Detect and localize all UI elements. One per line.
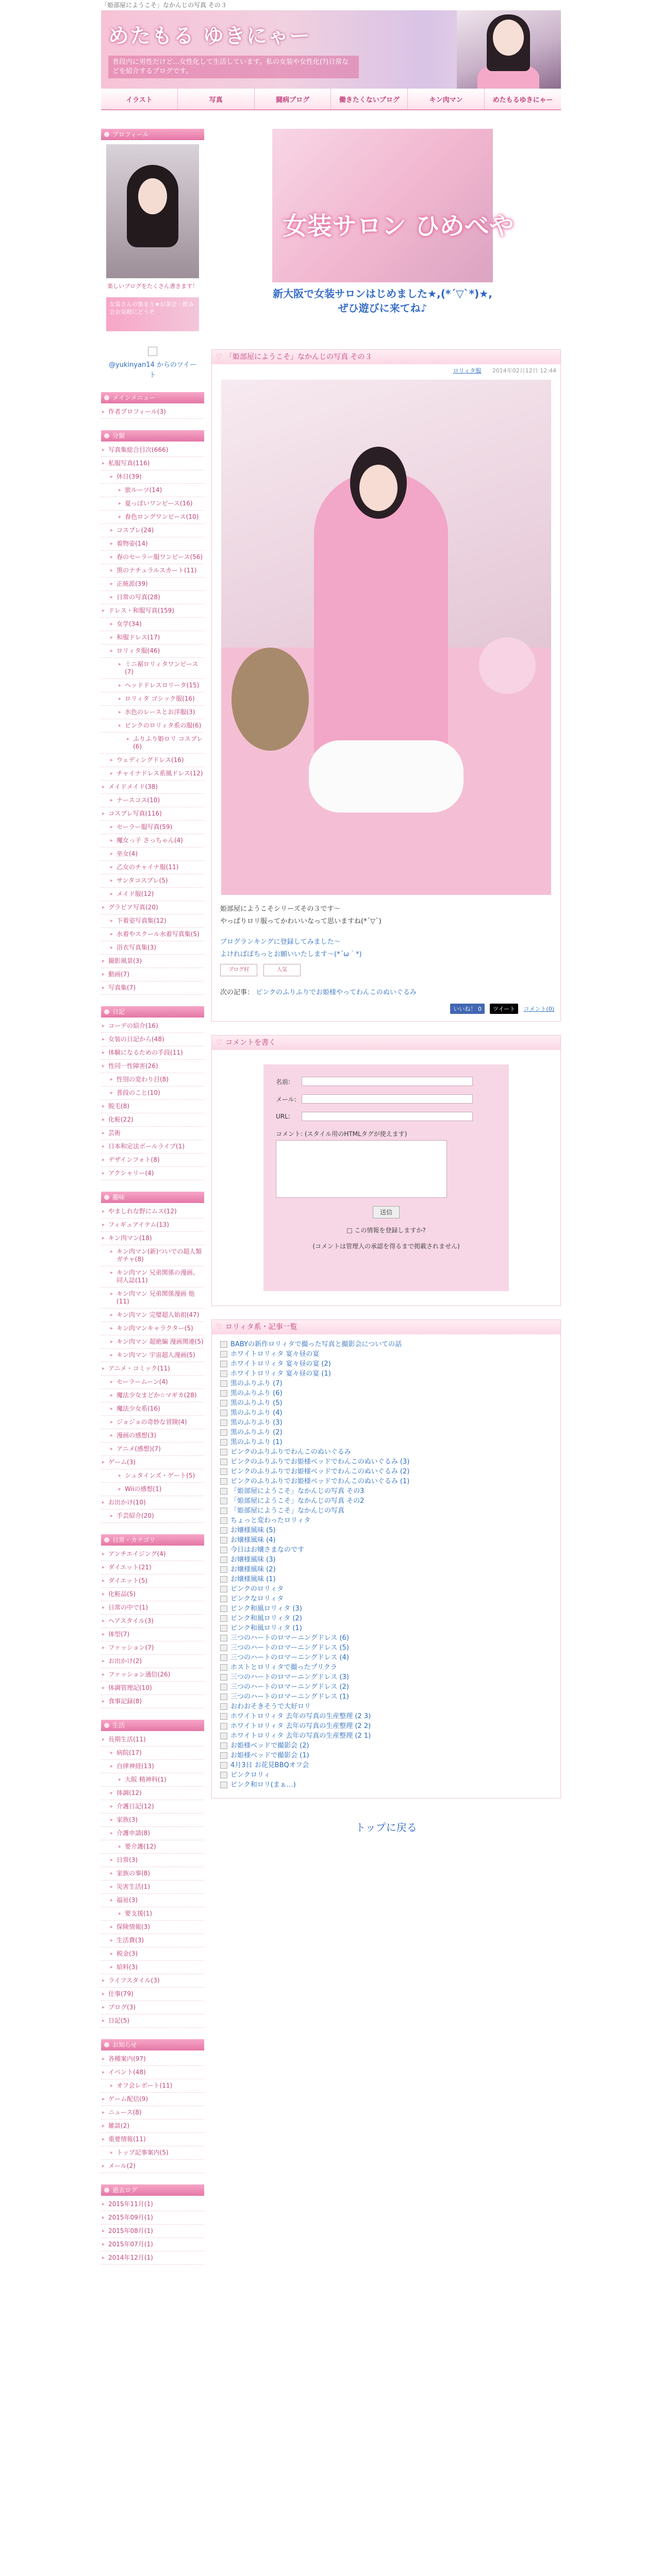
category-entry-link[interactable]: ピンクロリィ bbox=[219, 1770, 553, 1780]
sidebar-link[interactable]: ▸ 体調(12) bbox=[101, 1787, 204, 1800]
sidebar-link[interactable]: ▸ キン肉マン 兄弟関係の漫画、同人誌(11) bbox=[101, 1266, 204, 1287]
sidebar-link[interactable]: ▸ オフ会レポート(11) bbox=[101, 2079, 204, 2093]
entry-meta bbox=[212, 364, 560, 377]
sidebar-link[interactable]: ▸ アンチエイジング(4) bbox=[101, 1548, 204, 1561]
sidebar-link[interactable]: ▸ ドレス・和服写真(159) bbox=[101, 604, 204, 618]
sidebar-link[interactable]: ▸ やましれな野にムス(12) bbox=[101, 1205, 204, 1218]
sidebar-link[interactable]: ▸ 2015年07月(1) bbox=[101, 2238, 204, 2251]
sidebar-link[interactable]: ▸ 漫画の感想(3) bbox=[101, 1429, 204, 1443]
sidebar-section-title: 生活 bbox=[101, 1720, 204, 1731]
salon-subtitle: 新大阪で女装サロンはじめました★,(*´▽`*)★, bbox=[273, 287, 492, 300]
category-entry-link[interactable]: ピンク和ロリ(まぁ…) bbox=[219, 1780, 553, 1790]
comment-form-body bbox=[263, 1064, 509, 1291]
ranking-text[interactable]: よければぽちっとお願いいたします～(*´ω｀*) bbox=[220, 951, 362, 958]
sidebar-link[interactable]: ▸ ジョジョの奇妙な冒険(4) bbox=[101, 1416, 204, 1429]
sidebar-link[interactable]: ▸ ナースコス(10) bbox=[101, 794, 204, 807]
sidebar-link[interactable]: ▸ 生活費(3) bbox=[101, 1934, 204, 1947]
category-entry-link[interactable]: ピンク和風ロリィタ (1) bbox=[219, 1623, 553, 1633]
sidebar-link[interactable]: ▸ 写真集総合目次(666) bbox=[101, 444, 204, 457]
sidebar-list bbox=[101, 2196, 204, 2265]
sidebar-section bbox=[101, 2184, 204, 2265]
category-entry-link[interactable]: ちょっと変わったロリィタ bbox=[219, 1516, 553, 1526]
header-photo bbox=[457, 10, 561, 89]
url-row bbox=[276, 1112, 496, 1121]
sidebar-link[interactable]: ▸ 下着姿写真集(12) bbox=[101, 914, 204, 928]
sidebar-link[interactable]: ▸ 水色のレースとお洋服(3) bbox=[101, 706, 204, 719]
photo-cushion bbox=[479, 637, 536, 694]
sidebar-link[interactable]: ▸ 魔法少女系(16) bbox=[101, 1402, 204, 1416]
entry-photo[interactable] bbox=[221, 380, 551, 895]
sidebar-link[interactable]: ▸ 災害生活(1) bbox=[101, 1880, 204, 1894]
sidebar-link[interactable]: ▸ 撮影風景(3) bbox=[101, 955, 204, 968]
sidebar-link[interactable]: ▸ セーラー服写真(59) bbox=[101, 821, 204, 834]
page-title-line: 「姫部屋にようこそ」なかんじの写真 その３ bbox=[101, 2, 227, 9]
sidebar-link[interactable]: ▸ 要支援(1) bbox=[101, 1907, 204, 1921]
category-entry-link[interactable]: ピンクのふりふりでわんこのぬいぐるみ bbox=[219, 1447, 553, 1457]
sidebar-link[interactable]: ▸ サンタコスプレ(5) bbox=[101, 874, 204, 888]
category-list bbox=[212, 1334, 560, 1798]
photo-face bbox=[359, 465, 398, 511]
sidebar-list bbox=[101, 1203, 204, 1523]
sidebar-list bbox=[101, 1018, 204, 1180]
sidebar-link[interactable]: ▸ ダイエット(21) bbox=[101, 1561, 204, 1574]
sidebar-link[interactable]: ▸ 魔法少女まどか☆マギカ(28) bbox=[101, 1389, 204, 1402]
category-entry-link[interactable]: お嬢様風味 (2) bbox=[219, 1565, 553, 1574]
photo-teddy-bear bbox=[231, 648, 309, 751]
ranking-buttons bbox=[212, 962, 560, 981]
sidebar-sections bbox=[101, 392, 204, 2265]
sidebar-link[interactable]: ▸ 各種案内(97) bbox=[101, 2053, 204, 2066]
twitter-link[interactable]: @yukinyan14 からのツイート bbox=[109, 361, 196, 379]
sidebar-link[interactable]: ▸ Wiiの感想(1) bbox=[101, 1483, 204, 1496]
sidebar-link[interactable]: ▸ 性別の変わり目(8) bbox=[101, 1073, 204, 1087]
entry-paragraph: 姫部屋にようこそシリーズその３です～ bbox=[220, 905, 341, 913]
sidebar-link[interactable]: ▸ 体験になるための手段(11) bbox=[101, 1046, 204, 1060]
approval-note: (コメントは管理人の承認を得るまで掲載されません) bbox=[312, 1243, 460, 1250]
sidebar-list bbox=[101, 1731, 204, 2028]
entry-paragraph: やっぱりロリ服ってかわいいなって思いますね(*´▽`) bbox=[220, 918, 382, 925]
nav-no-work-blog[interactable]: 働きたくないブログ bbox=[331, 89, 408, 109]
mail-field[interactable] bbox=[302, 1094, 473, 1104]
category-entry-link[interactable]: ホワイトロリィタ 宴々昼の宴 (1) bbox=[219, 1369, 553, 1379]
category-entry-link[interactable]: 黒のふりふり (4) bbox=[219, 1408, 553, 1418]
category-entry-link[interactable]: ピンクのふりふりでお姫様ベッドでわんこのぬいぐるみ (3) bbox=[219, 1457, 553, 1467]
sidebar-link[interactable]: ▸ 日常の中で(1) bbox=[101, 1601, 204, 1615]
sidebar-section-title: 過去ログ bbox=[101, 2184, 204, 2196]
blog-header[interactable] bbox=[101, 10, 561, 89]
name-field[interactable] bbox=[302, 1077, 473, 1086]
sidebar-link[interactable]: ▸ コーデの紹介(16) bbox=[101, 1020, 204, 1033]
sidebar-link[interactable]: ▸ 日常(3) bbox=[101, 1854, 204, 1867]
sidebar-list bbox=[101, 2050, 204, 2173]
facebook-like-button[interactable]: いいね！ 0 bbox=[450, 1004, 485, 1014]
category-entry-list bbox=[211, 1319, 561, 1799]
ranking-button-blogmura[interactable]: ブログ村 bbox=[220, 964, 257, 976]
comment-label: コメント: (スタイル用のHTMLタグが使えます) bbox=[276, 1130, 407, 1138]
sidebar-link[interactable]: ▸ 雑談(2) bbox=[101, 2120, 204, 2133]
category-entry-link[interactable]: ホワイトロリィタ 去年の写真の生産整理 (2 2) bbox=[219, 1721, 553, 1731]
profile-head: プロフィール bbox=[101, 129, 204, 140]
sidebar-link[interactable]: ▸ 2015年09月(1) bbox=[101, 2211, 204, 2225]
sidebar-link[interactable]: ▸ アニメ・コミック(11) bbox=[101, 1362, 204, 1376]
category-entry-link[interactable]: 今日はお嬢さまなのです bbox=[219, 1545, 553, 1555]
sidebar-link[interactable]: ▸ ウェディングドレス(16) bbox=[101, 754, 204, 767]
main-column bbox=[211, 129, 561, 1834]
sidebar-link[interactable]: ▸ 黒のナチュラルスカート(11) bbox=[101, 564, 204, 578]
sidebar-list bbox=[101, 403, 204, 419]
sidebar-link[interactable]: ▸ 家族の事(8) bbox=[101, 1867, 204, 1880]
sidebar-link[interactable]: ▸ ミニ裾ロリィタワンピース(7) bbox=[101, 658, 204, 679]
nav-kinnikuman[interactable]: キン肉マン bbox=[408, 89, 485, 109]
sidebar-section-title: 趣味 bbox=[101, 1192, 204, 1203]
sidebar-link[interactable]: ▸ 要介護(12) bbox=[101, 1840, 204, 1854]
sidebar-link[interactable]: ▸ 春のセーラー服ワンピース(56) bbox=[101, 551, 204, 564]
sidebar-section bbox=[101, 430, 204, 995]
comment-form bbox=[211, 1035, 561, 1306]
sidebar-link[interactable]: ▸ 長期生活(11) bbox=[101, 1733, 204, 1747]
entry-category-link[interactable]: ロリィタ服 bbox=[453, 367, 482, 374]
sidebar-link[interactable]: ▸ 2015年11月(1) bbox=[101, 2198, 204, 2211]
sidebar-section-title: お知らせ bbox=[101, 2039, 204, 2050]
sidebar-section-title: 分類 bbox=[101, 430, 204, 442]
name-row bbox=[276, 1077, 496, 1086]
sidebar-section-title: メインメニュー bbox=[101, 392, 204, 403]
sidebar-link[interactable]: ▸ トップ記事案内(5) bbox=[101, 2146, 204, 2160]
sidebar-link[interactable]: ▸ セーラームーン(4) bbox=[101, 1376, 204, 1389]
sidebar-link[interactable]: ▸ 2014年12月(1) bbox=[101, 2251, 204, 2265]
sidebar-link[interactable]: ▸ メイド服(12) bbox=[101, 888, 204, 901]
category-entry-link[interactable]: ピンク和風ロリィタ (2) bbox=[219, 1614, 553, 1623]
sidebar-link[interactable]: ▸ 介護日記(12) bbox=[101, 1800, 204, 1814]
sidebar-link[interactable]: ▸ グラビア写真(20) bbox=[101, 901, 204, 914]
sidebar-link[interactable]: ▸ ふりふり姫ロリ コスプレ(6) bbox=[101, 733, 204, 754]
social-buttons bbox=[212, 1004, 560, 1021]
category-entry-link[interactable]: お姫様ベッドで撮影会 (2) bbox=[219, 1741, 553, 1751]
sidebar-link[interactable]: ▸ ロリィタ ゴシック服(16) bbox=[101, 692, 204, 706]
sidebar-link[interactable]: ▸ 化粧(22) bbox=[101, 1113, 204, 1127]
sidebar-link[interactable]: ▸ 正統派(39) bbox=[101, 578, 204, 591]
comment-textarea[interactable] bbox=[276, 1140, 447, 1198]
sidebar-link[interactable]: ▸ 乙女のチャイナ服(11) bbox=[101, 861, 204, 874]
sidebar-link[interactable]: ▸ 作者プロフィール(3) bbox=[101, 405, 204, 419]
category-entry-link[interactable]: 三つのハートのロマーニングドレス (2) bbox=[219, 1682, 553, 1692]
sidebar-link[interactable]: ▸ 魔女っ子 さっちゃん(4) bbox=[101, 834, 204, 848]
sidebar-section bbox=[101, 392, 204, 419]
nav-photo[interactable]: 写真 bbox=[178, 89, 255, 109]
category-entry-link[interactable]: 黒のふりふり (6) bbox=[219, 1388, 553, 1398]
sidebar-link[interactable]: ▸ ゲーム配信(9) bbox=[101, 2093, 204, 2106]
global-nav bbox=[101, 89, 561, 110]
category-entry-link[interactable]: ホワイトロリィタ 宴々昼の宴 bbox=[219, 1349, 553, 1359]
sidebar-section-title: 日常・カテゴリ bbox=[101, 1534, 204, 1546]
header-photo-face bbox=[493, 20, 524, 56]
sidebar-link[interactable]: ▸ コスプレ(24) bbox=[101, 524, 204, 537]
category-entry-link[interactable]: 三つのハートのロマーニングドレス (1) bbox=[219, 1692, 553, 1702]
nav-illust[interactable]: イラスト bbox=[101, 89, 178, 109]
sidebar-link[interactable]: ▸ アニメ(感想)(7) bbox=[101, 1443, 204, 1456]
save-info-checkbox-label[interactable]: □ この情報を登録しますか? bbox=[346, 1227, 426, 1234]
sidebar-link[interactable]: ▸ 芸術 bbox=[101, 1127, 204, 1140]
sidebar-section bbox=[101, 1192, 204, 1523]
sidebar-link[interactable]: ▸ ファッション通信(26) bbox=[101, 1668, 204, 1682]
offkai-banner[interactable]: 女装さんの集まり★お茶会・飲み会お気軽にどうぞ bbox=[106, 297, 199, 331]
back-to-top-link[interactable]: トップに戻る bbox=[355, 1821, 417, 1834]
next-entry-link[interactable]: ピンクのふりふりでお姫様やってわんこのぬいぐるみ bbox=[256, 989, 417, 996]
sidebar-link[interactable]: ▸ 脱毛(8) bbox=[101, 1100, 204, 1113]
sidebar-link[interactable]: ▸ ピンクのロリィタ系の服(6) bbox=[101, 719, 204, 733]
sidebar-link[interactable]: ▸ 女装の日記から(48) bbox=[101, 1033, 204, 1046]
profile-image[interactable] bbox=[106, 144, 199, 278]
sidebar-link[interactable]: ▸ キン肉マン(18) bbox=[101, 1232, 204, 1245]
sidebar-link[interactable]: ▸ 自律神経(13) bbox=[101, 1760, 204, 1773]
sidebar-link[interactable]: ▸ ライフスタイル(3) bbox=[101, 1974, 204, 1988]
sidebar-link[interactable]: ▸ 着物姿(14) bbox=[101, 537, 204, 551]
sidebar-link[interactable]: ▸ チャイナドレス系風ドレス(12) bbox=[101, 767, 204, 781]
photo-legs bbox=[309, 740, 464, 812]
salon-title: 女装サロン ひめべや bbox=[283, 212, 514, 241]
profile-caption: 楽しいブログをたくさん書きます！ bbox=[107, 283, 198, 290]
sidebar-link[interactable]: ▸ 動画(7) bbox=[101, 968, 204, 981]
blog-entry bbox=[211, 349, 561, 1022]
sidebar-link[interactable]: ▸ コスプレ写真(116) bbox=[101, 807, 204, 821]
sidebar-link[interactable]: ▸ 性同一性障害(26) bbox=[101, 1060, 204, 1073]
sidebar-link[interactable]: ▸ 女学(34) bbox=[101, 618, 204, 631]
sidebar-link[interactable]: ▸ 手芸紹介(20) bbox=[101, 1510, 204, 1523]
sidebar-section bbox=[101, 1720, 204, 2028]
sidebar-link[interactable]: ▸ キン肉マン 宇宙超人漫画(5) bbox=[101, 1349, 204, 1362]
category-entry-link[interactable]: 三つのハートのロマーニングドレス (3) bbox=[219, 1672, 553, 1682]
sidebar-link[interactable]: ▸ 食事記録(8) bbox=[101, 1695, 204, 1708]
category-entry-link[interactable]: 三つのハートのロマーニングドレス (5) bbox=[219, 1643, 553, 1653]
sidebar-link[interactable]: ▸ 福祉(3) bbox=[101, 1894, 204, 1907]
sidebar-link[interactable]: ▸ キン肉マン 兄弟関係漫画 他(11) bbox=[101, 1287, 204, 1309]
category-entry-link[interactable]: 黒のふりふり (2) bbox=[219, 1428, 553, 1437]
sidebar-link[interactable]: ▸ ヘッドドレスロリータ(15) bbox=[101, 679, 204, 692]
sidebar-link[interactable]: ▸ ゲーム(3) bbox=[101, 1456, 204, 1469]
blog-logo[interactable]: めたもる ゆきにゃー bbox=[108, 24, 311, 48]
sidebar-link[interactable]: ▸ 給料(3) bbox=[101, 1961, 204, 1974]
sidebar-link[interactable]: ▸ シュタインズ・ゲート(5) bbox=[101, 1469, 204, 1483]
profile-image-face bbox=[138, 178, 167, 214]
name-label: 名前: bbox=[276, 1078, 291, 1086]
sidebar-link[interactable]: ▸ メール(2) bbox=[101, 2160, 204, 2173]
sidebar-link[interactable]: ▸ ニュース(8) bbox=[101, 2106, 204, 2120]
sidebar-section-title: 日記 bbox=[101, 1006, 204, 1018]
sidebar-link[interactable]: ▸ ロリィタ服(46) bbox=[101, 645, 204, 658]
category-entry-link[interactable]: お嬢様風味 (4) bbox=[219, 1535, 553, 1545]
category-entry-link[interactable]: 黒のふりふり (3) bbox=[219, 1418, 553, 1428]
sidebar-link[interactable]: ▸ 休日(39) bbox=[101, 470, 204, 484]
sidebar-link[interactable]: ▸ フィギュアイテム(13) bbox=[101, 1218, 204, 1232]
sidebar-section bbox=[101, 1534, 204, 1708]
nav-illness-blog[interactable]: 闘病ブログ bbox=[255, 89, 332, 109]
category-entry-link[interactable]: 三つのハートのロマーニングドレス (4) bbox=[219, 1653, 553, 1663]
category-entry-link[interactable]: ピンク和風ロリィタ (3) bbox=[219, 1604, 553, 1614]
comment-link[interactable]: コメント(0) bbox=[523, 1006, 554, 1012]
sidebar-link[interactable]: ▸ アクシャリー(4) bbox=[101, 1167, 204, 1180]
category-entry-link[interactable]: おわおそきそうで大好ロリ bbox=[219, 1702, 553, 1711]
category-entry-link[interactable]: ホワイトロリィタ 宴々昼の宴 (2) bbox=[219, 1359, 553, 1369]
salon-banner-image[interactable] bbox=[272, 129, 493, 282]
sidebar-link[interactable]: ▸ 水着やスクール水着写真集(5) bbox=[101, 928, 204, 941]
sidebar-link[interactable]: ▸ ダイエット(5) bbox=[101, 1574, 204, 1588]
comment-form-title: ♡ コメントを書く bbox=[212, 1036, 560, 1050]
sidebar-link[interactable]: ▸ 写真集(7) bbox=[101, 981, 204, 995]
sidebar-link[interactable]: ▸ ブログ(3) bbox=[101, 2001, 204, 2014]
url-label: URL: bbox=[276, 1113, 290, 1120]
sidebar-link[interactable]: ▸ キン肉マン(新)ついでの超人類ガチャ(8) bbox=[101, 1245, 204, 1266]
blog-container bbox=[101, 0, 561, 2576]
sidebar-link[interactable]: ▸ 大阪 精神科(1) bbox=[101, 1773, 204, 1787]
profile-box bbox=[101, 129, 204, 381]
sidebar-link[interactable]: ▸ キン肉マンキャラクター(5) bbox=[101, 1322, 204, 1335]
tweet-button[interactable]: ツイート bbox=[490, 1004, 518, 1014]
sidebar-link[interactable]: ▸ 浴衣写真集(3) bbox=[101, 941, 204, 955]
sidebar-link[interactable]: ▸ お出かけ(10) bbox=[101, 1496, 204, 1510]
sidebar-link[interactable]: ▸ 介護申請(8) bbox=[101, 1827, 204, 1840]
sidebar-link[interactable]: ▸ 春色ロングワンピース(10) bbox=[101, 511, 204, 524]
entry-date: 2014年02月12日 12:44 bbox=[492, 367, 556, 374]
entry-body bbox=[212, 904, 560, 960]
category-entry-link[interactable]: 「姫部屋にようこそ」なかんじの写真 その3 bbox=[219, 1486, 553, 1496]
category-entry-link[interactable]: BABYの新作ロリィタで撮った写真と撮影会についての話 bbox=[219, 1340, 553, 1349]
sidebar-link[interactable]: ▸ 体型(7) bbox=[101, 1628, 204, 1641]
category-entry-link[interactable]: お嬢様風味 (1) bbox=[219, 1574, 553, 1584]
sidebar-link[interactable]: ▸ 夏っぽいワンピース(16) bbox=[101, 497, 204, 511]
sidebar-link[interactable]: ▸ 日常の写真(28) bbox=[101, 591, 204, 604]
sidebar-link[interactable]: ▸ 仕事(79) bbox=[101, 1988, 204, 2001]
category-entry-link[interactable]: お嬢様風味 (5) bbox=[219, 1526, 553, 1535]
nav-metamoru[interactable]: めたもるゆきにゃー bbox=[492, 96, 553, 104]
category-entry-link[interactable]: ピンクのふりふりでお姫様ベッドでわんこのぬいぐるみ (2) bbox=[219, 1467, 553, 1477]
sidebar-link[interactable]: ▸ 2015年08月(1) bbox=[101, 2225, 204, 2238]
sidebar-link[interactable]: ▸ 化粧品(5) bbox=[101, 1588, 204, 1601]
next-entry-label: 次の記事： bbox=[220, 989, 254, 996]
category-entry-link[interactable]: 黒のふりふり (7) bbox=[219, 1379, 553, 1388]
sidebar-link[interactable]: ▸ 普段のこと(10) bbox=[101, 1087, 204, 1100]
ranking-text[interactable]: ブログランキングに登録してみました～ bbox=[220, 938, 341, 946]
sidebar-link[interactable]: ▸ キン肉マン 超絶編 漫画関連(5) bbox=[101, 1335, 204, 1349]
mail-label: メール: bbox=[276, 1095, 296, 1103]
sidebar-link[interactable]: ▸ 税金(3) bbox=[101, 1947, 204, 1961]
sidebar-link[interactable]: ▸ メイドメイド(38) bbox=[101, 781, 204, 794]
category-entry-link[interactable]: 三つのハートのロマーニングドレス (6) bbox=[219, 1633, 553, 1643]
sidebar-link[interactable]: ▸ キン肉マン 完璧超人始祖(47) bbox=[101, 1309, 204, 1322]
category-entry-link[interactable]: ホワイトロリィタ 去年の写真の生産整理 (2 1) bbox=[219, 1731, 553, 1741]
sidebar-section bbox=[101, 1006, 204, 1180]
sidebar-link[interactable]: ▸ 日本和定法ボールライブ(1) bbox=[101, 1140, 204, 1154]
sidebar-link[interactable]: ▸ デザインフォト(8) bbox=[101, 1154, 204, 1167]
category-entry-link[interactable]: 「姫部屋にようこそ」なかんじの写真 その2 bbox=[219, 1496, 553, 1506]
category-entry-link[interactable]: 黒のふりふり (1) bbox=[219, 1437, 553, 1447]
sidebar-section bbox=[101, 2039, 204, 2173]
blog-tagline: 普段内に男性だけど…女性化して生活しています。私の女装や女性化(?)日常などを紹介するブログです。 bbox=[108, 56, 359, 78]
submit-button[interactable]: 送信 bbox=[373, 1206, 400, 1218]
category-entry-link[interactable]: ピンクなロリィタ bbox=[219, 1594, 553, 1604]
next-entry bbox=[212, 981, 560, 1004]
category-entry-link[interactable]: 4月3日 お花見BBQオフ会 bbox=[219, 1760, 553, 1770]
category-list-title: ♡ ロリィタ系・記事一覧 bbox=[212, 1320, 560, 1334]
sidebar-list bbox=[101, 1546, 204, 1708]
category-entry-link[interactable]: ピンクのふりふりでお姫様ベッドでわんこのぬいぐるみ (1) bbox=[219, 1477, 553, 1486]
url-field[interactable] bbox=[302, 1112, 473, 1121]
mail-row bbox=[276, 1094, 496, 1104]
category-entry-link[interactable]: 「姫部屋にようこそ」なかんじの写真 bbox=[219, 1506, 553, 1516]
sidebar-link[interactable]: ▸ 日記(5) bbox=[101, 2014, 204, 2028]
sidebar-link[interactable]: ▸ イベント(48) bbox=[101, 2066, 204, 2079]
entry-title[interactable]: ♡ 「姫部屋にようこそ」なかんじの写真 その３ bbox=[212, 350, 560, 364]
sidebar-link[interactable]: ▸ ヘアスタイル(3) bbox=[101, 1615, 204, 1628]
category-entry-link[interactable]: ホストとロリィタで撮ったプリクラ bbox=[219, 1663, 553, 1672]
ranking-button-popular[interactable]: 人気 bbox=[263, 964, 301, 976]
sidebar-link[interactable]: ▸ 病院(17) bbox=[101, 1747, 204, 1760]
category-entry-link[interactable]: ピンクのロリィタ bbox=[219, 1584, 553, 1594]
save-info-text: この情報を登録しますか? bbox=[354, 1227, 426, 1234]
sidebar-link[interactable]: ▸ 家族(3) bbox=[101, 1814, 204, 1827]
salon-invite: ぜひ遊びに来てね♪ bbox=[338, 302, 427, 314]
sidebar-link[interactable]: ▸ 体調管理記(10) bbox=[101, 1682, 204, 1695]
sidebar-link[interactable]: ▸ 巫女(4) bbox=[101, 848, 204, 861]
salon-banner[interactable] bbox=[211, 129, 561, 345]
category-entry-link[interactable]: 黒のふりふり (5) bbox=[219, 1398, 553, 1408]
category-entry-link[interactable]: お姫様ベッドで撮影会 (1) bbox=[219, 1751, 553, 1760]
sidebar bbox=[101, 129, 204, 2276]
sidebar-link[interactable]: ▸ 私服写真(116) bbox=[101, 457, 204, 470]
sidebar-list bbox=[101, 442, 204, 995]
sidebar-link[interactable]: ▸ 保険情報(3) bbox=[101, 1921, 204, 1934]
twitter-icon bbox=[148, 347, 157, 356]
sidebar-link[interactable]: ▸ 和服ドレス(17) bbox=[101, 631, 204, 645]
sidebar-link[interactable]: ▸ ファッション(7) bbox=[101, 1641, 204, 1655]
sidebar-link[interactable]: ▸ お出かけ(2) bbox=[101, 1655, 204, 1668]
sidebar-link[interactable]: ▸ 重要情報(11) bbox=[101, 2133, 204, 2146]
category-entry-link[interactable]: お嬢様風味 (3) bbox=[219, 1555, 553, 1565]
category-entry-link[interactable]: ホワイトロリィタ 去年の写真の生産整理 (2 3) bbox=[219, 1711, 553, 1721]
sidebar-link[interactable]: ▸ 旅ルーツ(14) bbox=[101, 484, 204, 497]
